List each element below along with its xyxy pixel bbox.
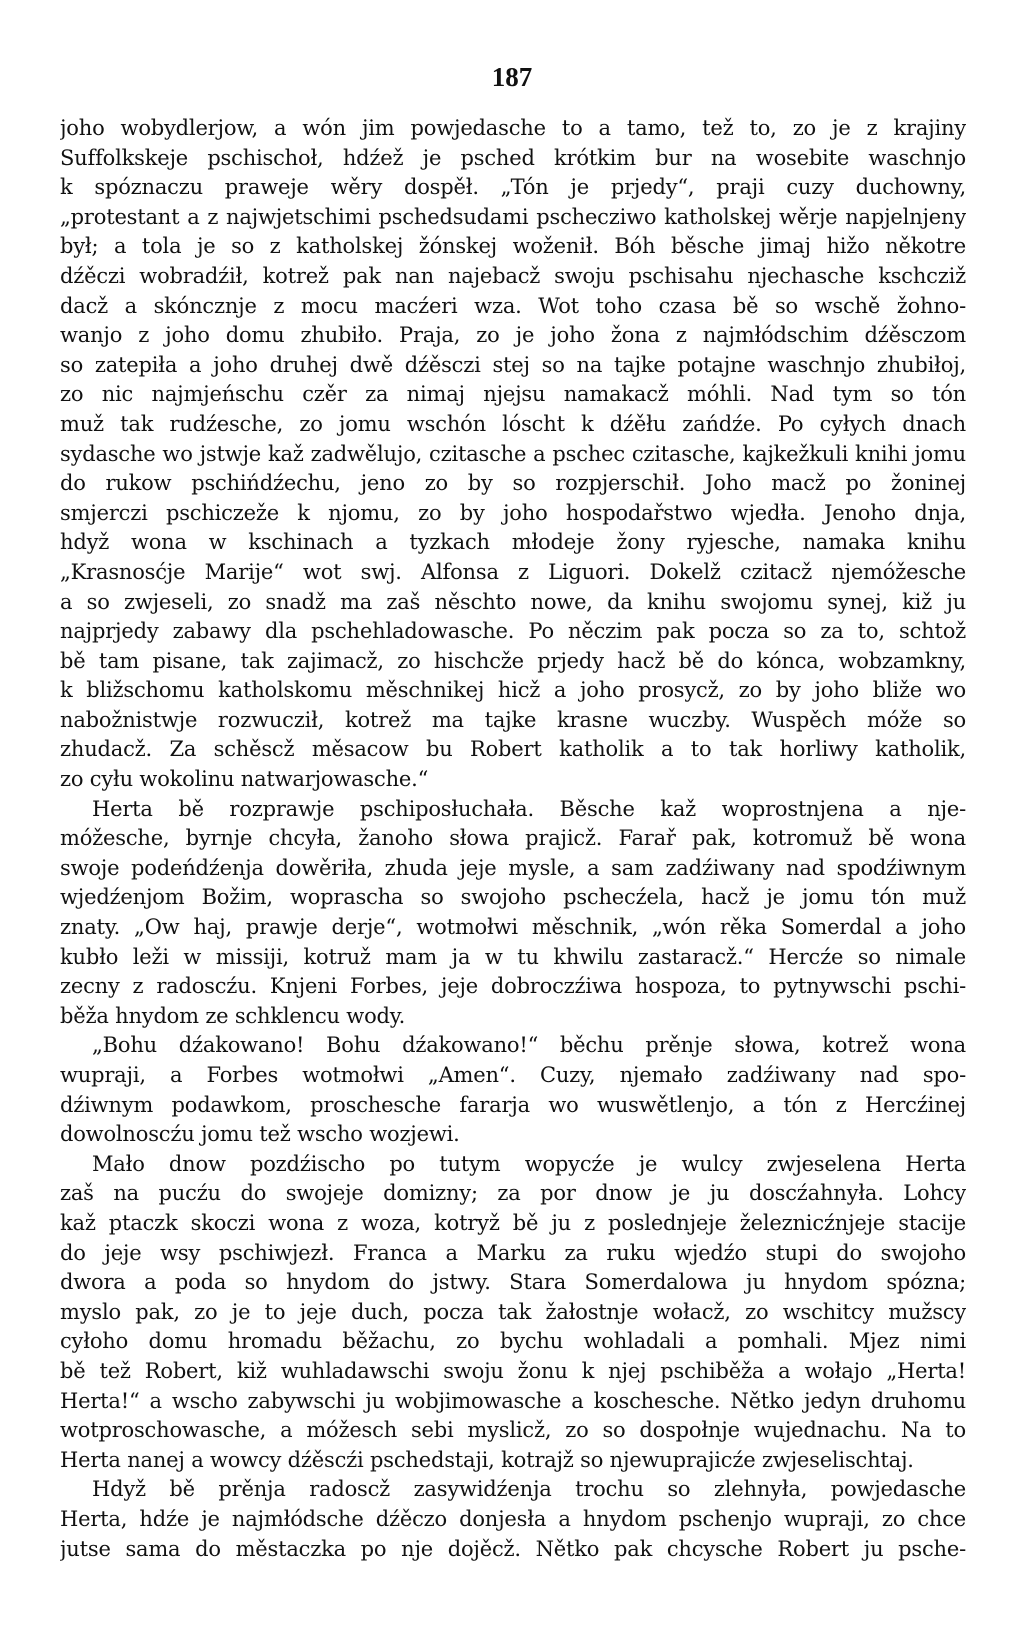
text-line: zaš na pucźu do swojeje domizny; za por dnow je ju doscźahnyła. Lohcy [60,1181,966,1206]
text-line: Mało dnow pozdźischo po tutym wopycźe je wulcy zwjeselena Herta [92,1151,966,1176]
text-line: „protestant a z najwjetschimi pschedsudami pschecziwo katholskej wěrje napjelnjeny [60,204,966,229]
text-line: muž tak rudźesche, zo jomu wschón lóscht k dźěłu zańdźe. Po cyłych dnach [60,411,966,436]
text-line: bě tam pisane, tak zajimacž, zo hischcže prjedy hacž bě do kónca, wobzamkny, [60,648,966,673]
text-line: běža hnydom ze schklencu wody. [60,1003,406,1028]
text-line: zecny z radoscźu. Knjeni Forbes, jeje dobroczźiwa hospoza, to pytnywschi pschi- [60,974,966,999]
text-line: k spóznaczu praweje wěry dospěł. „Tón je prjedy“, praji cuzy duchowny, [60,175,966,200]
text-line: Suffolkskeje pschischoł, hdźež je psched krótkim bur na wosebite waschnjo [60,145,966,170]
text-line: jutse sama do městaczka po nje dojěcž. Nětko pak chcysche Robert ju psche- [60,1536,966,1561]
page-number: 187 [491,62,533,92]
text-line: nabožnistwje rozwucził, kotrež ma tajke krasne wuczby. Wuspěch móže so [60,707,966,732]
text-line: najprjedy zabawy dla pschehladowasche. Po něczim pak pocza so za to, schtož [60,619,966,644]
text-line: wupraji, a Forbes wotmołwi „Amen“. Cuzy, njemało zadźiwany nad spo- [60,1063,966,1087]
text-line: dźiwnym podawkom, proschesche fararja wo wuswětlenjo, a tón z Hercźinej [60,1092,966,1117]
text-line: joho wobydlerjow, a wón jim powjedasche to a tamo, tež to, zo je z krajiny [60,116,966,140]
text-line: do rukow pschińdźechu, jeno zo by so rozpjerschił. Joho macž po žoninej [60,471,966,496]
text-line: zhudacž. Za schěscž měsacow bu Robert katholik a to tak horliwy katholik, [60,737,966,762]
text-line: hdyž wona w kschinach a tyzkach młodeje žony ryjesche, namaka knihu [60,530,966,555]
text-line: „Krasnosćje Marije“ wot swj. Alfonsa z Liguori. Dokelž czitacž njemóžesche [60,559,966,584]
text-line: Herta bě rozprawje pschiposłuchała. Běsche kaž woprostnjena a nje- [92,796,966,821]
text-line: „Bohu dźakowano! Bohu dźakowano!“ běchu prěnje słowa, kotrež wona [92,1033,966,1058]
text-line: bě tež Robert, kiž wuhladawschi swoju žonu k njej pschiběža a wołajo „Herta! [60,1358,966,1383]
text-line: Herta, hdźe je najmłódsche dźěczo donjesła a hnydom pschenjo wupraji, zo chce [60,1506,966,1531]
text-line: dacž a skóncznje z mocu macźeri wza. Wot toho czasa bě so wschě žohno- [60,293,966,318]
body-text [60,114,966,1564]
text-line: znaty. „Ow haj, prawje derje“, wotmołwi měschnik, „wón rěka Somerdal a joho [60,915,966,940]
text-line: zo cyłu wokolinu natwarjowasche.“ [60,767,429,792]
text-line: wanjo z joho domu zhubiło. Praja, zo je joho žona z najmłódschim dźěsczom [60,323,966,348]
text-line: Hdyž bě prěnja radoscž zasywidźenja trochu so zlehnyła, powjedasche [92,1477,966,1502]
text-line: dwora a poda so hnydom do jstwy. Stara Somerdalowa ju hnydom spózna; [60,1270,966,1295]
text-line: swoje podeńdźenja dowěriła, zhuda jeje mysle, a sam zadźiwany nad spodźiwnym [60,855,966,880]
text-line: Herta!“ a wscho zabywschi ju wobjimowasche a koschesche. Nětko jedyn druhomu [60,1388,966,1413]
text-line: a so zwjeseli, zo snadž ma zaš něschto nowe, da knihu swojomu synej, kiž ju [60,589,966,614]
text-line: wotproschowasche, a móžesch sebi myslicž, zo so dospołnje wujednachu. Na to [60,1418,966,1443]
text-line: Herta nanej a wowcy dźěscźi pschedstaji, kotrajž so njewuprajicźe zwjeselischtaj. [60,1447,914,1472]
text-line: dźěczi wobradźił, kotrež pak nan najebacž swoju pschisahu njechasche kschcziž [60,263,966,288]
text-line: do jeje wsy pschiwjezł. Franca a Marku za ruku wjedźo stupi do swojoho [60,1240,966,1265]
text-line: kubło leži w missiji, kotruž mam ja w tu khwilu zastaracž.“ Hercźe so nimale [60,944,966,969]
text-line: cyłoho domu hromadu běžachu, zo bychu wohladali a pomhali. Mjez nimi [60,1329,966,1354]
text-line: był; a tola je so z katholskej žónskej woženił. Bóh běsche jimaj hižo někotre [60,234,966,259]
text-line: wjedźenjom Božim, woprascha so swojoho pschecźela, hacž je jomu tón muž [60,885,966,910]
text-line: kaž ptaczk skoczi wona z woza, kotryž bě ju z poslednjeje železnicźnjeje stacije [60,1210,966,1235]
text-line: myslo pak, zo je to jeje duch, pocza tak žałostnje wołacž, zo wschitcy mužscy [60,1299,966,1324]
text-line: so zatepiła a joho druhej dwě dźěsczi stej so na tajke potajne waschnjo zhubiłoj, [60,352,966,377]
text-line: smjerczi pschiczeže k njomu, zo by joho hospodařstwo wjedła. Jenoho dnja, [60,500,966,525]
text-line: dowolnoscźu jomu tež wscho wozjewi. [60,1122,460,1147]
text-line: móžesche, byrnje chcyła, žanoho słowa prajicž. Farař pak, kotromuž bě wona [60,826,966,851]
text-line: sydasche wo jstwje kaž zadwělujo, czitasche a pschec czitasche, kajkežkuli knihi jomu [60,441,966,466]
text-line: k bližschomu katholskomu měschnikej hicž a joho prosycž, zo by joho bliže wo [60,678,966,703]
text-line: zo nic najmjeńschu czěr za nimaj njejsu namakacž móhli. Nad tym so tón [60,382,966,407]
